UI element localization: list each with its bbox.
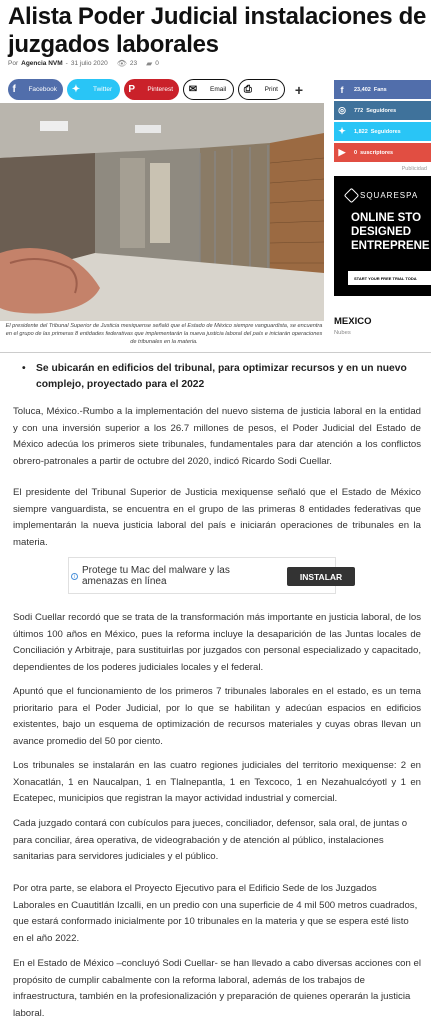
facebook-icon: f [12,84,16,95]
article-date: 31 julio 2020 [70,60,108,67]
paragraph-1: Toluca, México.-Rumbo a la implementación del nuevo sistema de justicia laboral en la entidad y con una inversión superior a los 26.7 millones de pesos, el Poder Judicial del Estado de México adecúa los primeros siete tribunales, fundamentales para dar atención a los conflictos obrero-patronales a partir de octubre del 2020, indicó Ricardo Sodi Cuellar. [13,406,421,467]
paragraph-4: Apuntó que el funcionamiento de los primeros 7 tribunales laborales en el estado, es un tema prioritario para el Poder Judicial, por lo que se habilitan y adecúan espacios en edificios existentes, bajo un esquema de optimización de recursos materiales y cuyas obras llevan un avance promedio del 50 por ciento. [13,686,421,747]
share-bar [8,79,309,100]
author-link[interactable]: Agencia NVM [21,60,63,67]
inline-ad[interactable] [68,557,343,594]
article-meta: Por Agencia NVM - 31 julio 2020 👁 23 ▰ 0 [8,59,159,68]
weather-city: MEXICO [334,316,372,327]
share-email-button[interactable]: ✉ Email [183,79,234,100]
instagram-icon: ◎ [338,105,346,115]
print-icon: ⎙ [243,84,252,95]
construction-site-image [0,103,324,321]
views-count: 23 [129,60,138,67]
ad-headline: ONLINE STO DESIGNED ENTREPRENE [351,212,430,252]
publicidad-label: Publicidad [401,166,427,172]
paragraph-8: En el Estado de México –concluyó Sodi Cuellar- se han llevado a cabo diversas acciones con el propósito de cumplir cabalmente con la reforma laboral, además de los trabajos de infraestructura, también en la profesionalización y preparación de quienes operarán la justicia laboral. [13,958,421,1019]
pinterest-icon: P [128,84,135,95]
bullet-icon: • [22,363,26,374]
sidebar-youtube-subscribers[interactable]: ▶ 0 suscriptores [334,143,431,162]
paragraph-5: Los tribunales se instalarán en las cuatro regiones judiciales del territorio mexiquense: 2 en Xonacatlán, 1 en Naucalpan, 1 en Tlalnepantla, 1 en Texcoco, 1 en Nezahualcóyotl y 1 en Ecatepec, municipios que registran la mayor actividad industrial y comercial. [13,760,421,805]
paragraph-6: Cada juzgado contará con cubículos para jueces, conciliador, defensor, sala oral, de juntas o para conciliar, área operativa, de videograbación y de atención al público, instalaciones sanitarias para servidores judiciales y el público. [13,818,408,863]
article-highlight [22,361,422,393]
highlight-text: Se ubicarán en edificios del tribunal, para optimizar recursos y en un nuevo complejo, proyectado para el 2022 [36,363,407,390]
inline-ad-text: Protege tu Mac del malware y las amenazas en línea [82,565,230,587]
youtube-icon: ▶ [338,147,346,157]
twitter-icon: ✦ [338,126,346,136]
more-share-plus-icon[interactable]: + [294,81,304,98]
paragraph-7: Por otra parte, se elabora el Proyecto Ejecutivo para el Edificio Sede de los Juzgados Laborales en Cuautitlán Izcalli, en un predio con una superficie de 4 mil 500 metros cuadrados, que estará conformado inicialmente por 10 tribunales en la materia y que se espera esté listo en el año 2022. [13,883,418,944]
sidebar-ad-banner[interactable] [334,176,431,296]
ad-cta-button[interactable]: START YOUR FREE TRIAL TODA [348,271,431,285]
article-photo [0,103,324,321]
squarespace-logo-icon [344,188,360,204]
article-title: Alista Poder Judicial instalaciones de juzgados laborales [8,3,427,58]
share-pinterest-button[interactable]: P Pinterest [124,79,179,100]
facebook-icon: f [340,84,344,95]
paragraph-2: El presidente del Tribunal Superior de Justicia mexiquense señaló que el Estado de México siempre vanguardista, se encuentra en el grupo de las primeras 8 entidades federativas que implementarán la nueva justicia laboral del país e iniciarán operaciones de tribunales en la materia. [13,487,421,548]
content-divider [0,352,431,353]
ad-brand: SQUARESPA [360,191,419,200]
share-facebook-button[interactable]: f Facebook [8,79,63,100]
print-button[interactable]: ⎙ Print [238,79,285,100]
comments-count: 0 [155,60,159,67]
email-icon: ✉ [188,84,198,95]
install-button[interactable]: INSTALAR [287,567,355,586]
sidebar-twitter-followers[interactable]: ✦ 1,822 Seguidores [334,122,431,141]
twitter-icon: ✦ [71,84,81,95]
by-prefix: Por [8,60,19,67]
eye-icon: 👁 [116,59,127,68]
sidebar-instagram-followers[interactable]: ◎ 772 Seguidores [334,101,431,120]
paragraph-3: Sodi Cuellar recordó que se trata de la transformación más importante en justicia laboral, de los últimos 100 años en México, pues la reforma incluye la desaparición de las Juntas locales de Conciliación y Arbitraje, para sustituirlas por juzgados con personal especializado y capacitado, dependientes de los poderes judiciales locales y el federal. [13,612,421,673]
share-twitter-button[interactable]: ✦ Twitter [67,79,120,100]
photo-caption: El presidente del Tribunal Superior de Justicia mexiquense señaló que el Estado de México siempre vanguardista, se encuentra en el grupo de las primeras 8 entidades federativas que implementarán la nueva justicia laboral del país e iniciarán operaciones de tribunales en la materia. [5,323,323,345]
sidebar-facebook-fans[interactable]: f 23,402 Fans [334,80,431,99]
comment-icon[interactable]: ▰ [146,59,153,68]
sidebar [334,80,431,336]
info-icon[interactable]: i [71,573,78,580]
weather-condition: Nubes [334,330,351,336]
